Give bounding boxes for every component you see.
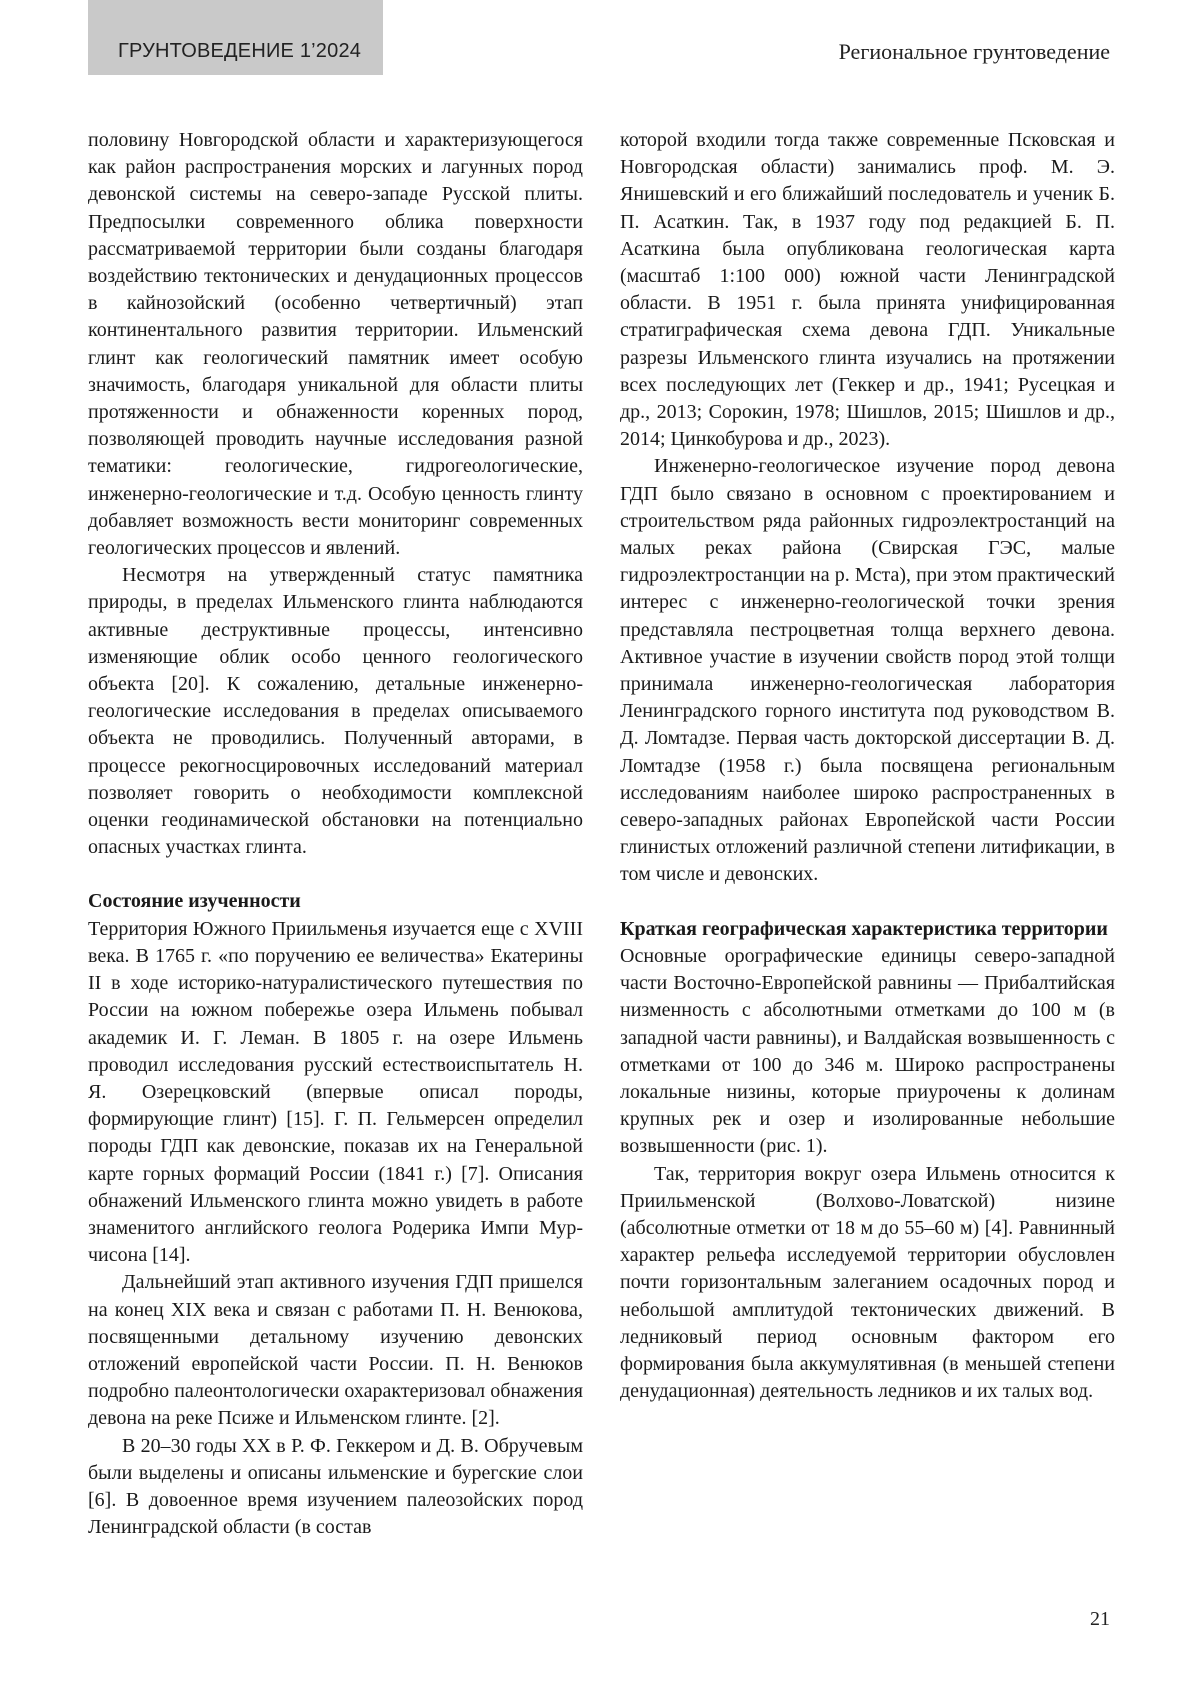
paragraph: Дальнейший этап активного изучения ГДП пришелся на конец XIX века и связан с работами П. Н. Венюкова, посвященными детальному изучению девонских отложений европейской части России. П. Н. Венюков подробно палеонтологически охарактеризовал обнажения девона на реке Псиже и Ильменском глинте. [2]. <box>88 1271 583 1430</box>
paragraph: Основные орографические единицы северо-западной части Восточно-Европейской равнины — Прибалтийская низменность с абсолютными отметками до 100 м (в западной части равнины), и Валдайская возвышенность с отметками от 100 до 346 м. Широко распространены локальные низины, которые приурочены к долинам крупных рек и озер и изолированные небольшие возвышенности (рис. 1). <box>620 944 1115 1158</box>
paragraph: В 20–30 годы XX в Р. Ф. Геккером и Д. В. Обручевым были выделены и описаны ильменские и бурегские слои [6]. В довоенное время изучением палеозойских пород Ленинградской области (в состав <box>88 1434 583 1539</box>
paragraph: Инженерно-геологическое изучение пород девона ГДП было связано в основном с проектированием и строительством ряда районных гидроэлектростанций на малых реках района (Свирская ГЭС, малые гидроэлектростанции на р. Мста), при этом практический интерес с инженерно-геологической точки зрения представляла пестроцветная толща верхнего девона. Активное участие в изучении свойств пород этой толщи принимала инженерно-геологическая лаборатория Ленинградского горного института под руководством В. Д. Ломтадзе. Первая часть докторской диссертации В. Д. Ломтадзе (1958 г.) была посвящена региональным исследованиям наиболее широко распространенных в северо-западных районах Европейской части России глинистых отложений различной степени литификации, в том числе и девонских. <box>620 455 1115 886</box>
page-number: 21 <box>1090 1608 1110 1630</box>
left-column <box>88 127 583 1541</box>
section-heading-geography: Краткая географическая характеристика территории <box>620 917 1108 940</box>
paragraph: Несмотря на утвержденный статус памятника природы, в пределах Ильменского глинта наблюдаются активные деструктивные процессы, интенсивно изменяющие облик особо ценного геологического объекта [20]. К сожалению, детальные инженерно-геологические исследования в пределах описываемого объекта не проводились. Полученный авторами, в процессе рекогносцировочных исследований материал позволяет говорить о необходимости комплексной оценки геодинамической обстановки на потенциально опасных участках глинта. <box>88 564 583 859</box>
header-band <box>88 0 383 75</box>
paragraph: половину Новгородской области и характеризующегося как район распространения морских и лагунных пород девонской системы на северо-западе Русской плиты. Предпосылки современного облика поверхности рассматриваемой территории были созданы благодаря воздействию тектонических и денудационных процессов в кайнозойский (особенно четвертичный) этап континентального развития территории. Ильменский глинт как геологический памятник имеет особую значимость, благодаря уникальной для области плиты протяженности и обнаженности коренных пород, позволяющей проводить научные исследования разной тематики: геологические, гидрогеологические, инженерно-геологические и т.д. Особую ценность глинту добавляет возможность вести мониторинг современных геологических процессов и явлений. <box>88 129 583 560</box>
paragraph: которой входили тогда также современные Псковская и Новгородская области) занимались проф. М. Э. Янишевский и его ближайший последователь и ученик Б. П. Асаткин. Так, в 1937 году под редакцией Б. П. Асаткина была опубликована геологическая карта (масштаб 1:100 000) южной части Ленинградской области. В 1951 г. была принята унифицированная стратиграфическая схема девона ГДП. Уникальные разрезы Ильменского глинта изучались на протяжении всех последующих лет (Геккер и др., 1941; Русецкая и др., 2013; Сорокин, 1978; Шишлов, 2015; Шишлов и др., 2014; Цинкобурова и др., 2023). <box>620 129 1115 451</box>
section-title: Региональное грунтоведение <box>838 39 1110 64</box>
journal-title: ГРУНТОВЕДЕНИЕ 1’2024 <box>118 40 362 62</box>
section-heading-study-history: Состояние изученности <box>88 890 301 913</box>
paragraph: Так, территория вокруг озера Ильмень относится к Приильменской (Волхово-Ловатской) низине (абсолютные отметки от 18 м до 55–60 м) [4]. Равнинный характер рельефа исследуемой территории обусловлен почти горизонтальным залеганием осадочных пород и небольшой амплитудой тектонических движений. В ледниковый период основным фактором его формирования была аккумулятивная (в меньшей степени денудационная) деятельность ледников и их талых вод. <box>620 1162 1115 1403</box>
right-column <box>620 127 1115 1405</box>
paragraph: Территория Южного Приильменья изучается еще с XVIII века. В 1765 г. «по поручению ее величества» Екатерины II в ходе историко-натуралистического путешествия по России на южном побережье озера Ильмень побывал академик И. Г. Леман. В 1805 г. на озере Ильмень проводил исследования русский естествоиспытатель Н. Я. Озерецковский (впервые описал породы, формирующие глинт) [15]. Г. П. Гельмерсен определил породы ГДП как девонские, показав их на Генеральной карте горных формаций России (1841 г.) [7]. Описания обнажений Ильменского глинта можно увидеть в работе знаменитого английского геолога Родерика Импи Мурчисона [14]. <box>88 917 583 1267</box>
